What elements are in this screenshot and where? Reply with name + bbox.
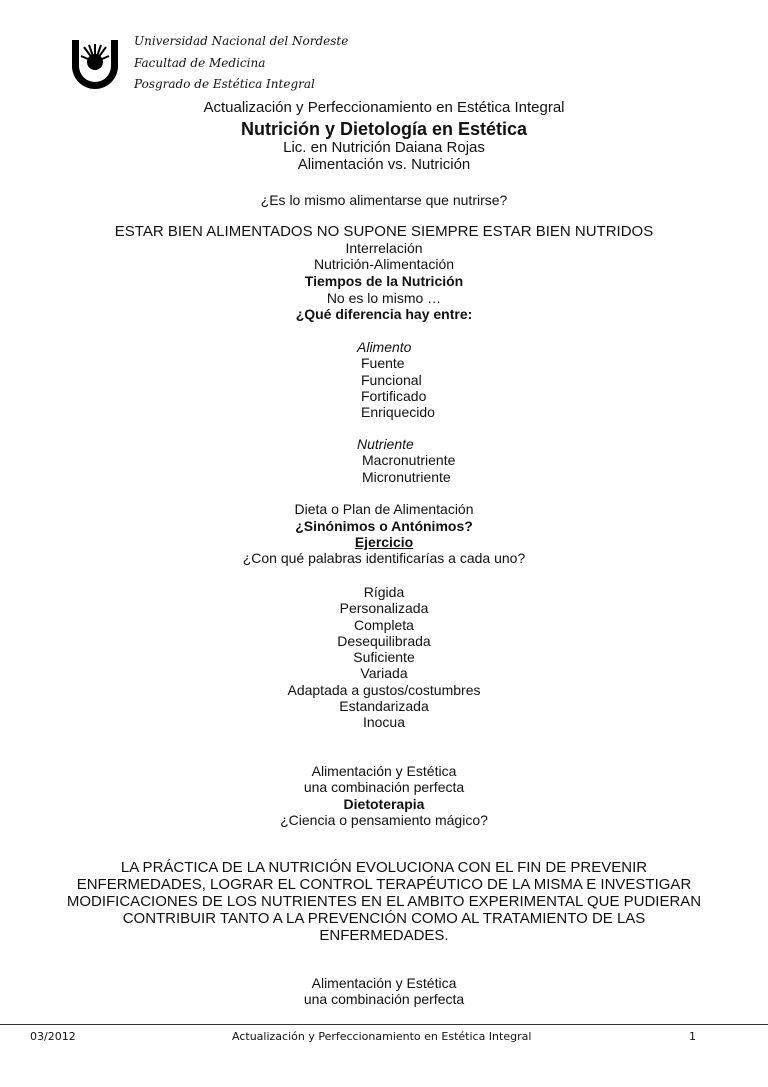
ciencia-question: ¿Ciencia o pensamiento mágico?: [280, 812, 488, 828]
tiempos-heading: Tiempos de la Nutrición: [304, 273, 464, 289]
author: Lic. en Nutrición Daiana Rojas: [283, 139, 485, 156]
nutriente-item: Micronutriente: [362, 469, 451, 485]
con-que-question: ¿Con qué palabras identificarías a cada uno?: [242, 550, 526, 566]
combinacion-perfecta: una combinación perfecta: [303, 991, 465, 1007]
adjective-item: Suficiente: [353, 649, 415, 665]
statement: ESTAR BIEN ALIMENTADOS NO SUPONE SIEMPRE ESTAR BIEN NUTRIDOS: [114, 223, 654, 240]
page-number: 1: [689, 1030, 696, 1043]
adjective-item: Personalizada: [339, 600, 429, 616]
adjective-item: Estandarizada: [339, 698, 429, 714]
nutriente-heading: Nutriente: [357, 436, 414, 452]
adjective-item: Rígida: [363, 584, 405, 600]
alimentacion-estetica: Alimentación y Estética: [311, 975, 457, 991]
adjective-item: Desequilibrada: [337, 633, 431, 649]
no-es-lo-mismo: No es lo mismo …: [326, 290, 442, 306]
paragraph-line: MODIFICACIONES DE LOS NUTRIENTES EN EL AMBITO EXPERIMENTAL QUE PUDIERAN: [66, 893, 702, 910]
alimento-item: Enriquecido: [361, 404, 435, 420]
alimentacion-estetica: Alimentación y Estética: [311, 763, 457, 779]
alimento-heading: Alimento: [357, 339, 412, 355]
dietoterapia-heading: Dietoterapia: [343, 796, 425, 812]
paragraph-line: ENFERMEDADES, LOGRAR EL CONTROL TERAPÉUTICO DE LA MISMA E INVESTIGAR: [76, 876, 692, 893]
paragraph-line: CONTRIBUIR TANTO A LA PREVENCIÓN COMO AL TRATAMIENTO DE LAS: [122, 910, 646, 927]
adjective-item: Variada: [360, 665, 408, 681]
interrelacion: Interrelación: [345, 240, 423, 256]
postgrad-name: Posgrado de Estética Integral: [134, 77, 315, 91]
nutricion-alimentacion: Nutrición-Alimentación: [313, 256, 455, 272]
paragraph-line: LA PRÁCTICA DE LA NUTRICIÓN EVOLUCIONA CON EL FIN DE PREVENIR: [120, 859, 648, 876]
main-title: Nutrición y Dietología en Estética: [240, 119, 528, 139]
university-name: Universidad Nacional del Nordeste: [134, 34, 349, 48]
ejercicio-heading: Ejercicio: [354, 534, 414, 550]
diferencia-question: ¿Qué diferencia hay entre:: [295, 306, 473, 322]
footer-course: Actualización y Perfeccionamiento en Estética Integral: [232, 1030, 532, 1043]
dieta: Dieta o Plan de Alimentación: [294, 501, 474, 517]
footer-date: 03/2012: [30, 1030, 76, 1043]
footer-divider: [0, 1024, 768, 1025]
adjective-item: Completa: [354, 617, 414, 633]
adjective-item: Adaptada a gustos/costumbres: [287, 682, 481, 698]
alimento-item: Fortificado: [361, 388, 427, 404]
alimento-item: Funcional: [361, 372, 422, 388]
combinacion-perfecta: una combinación perfecta: [303, 779, 465, 795]
course-title: Actualización y Perfeccionamiento en Estética Integral: [203, 99, 565, 116]
paragraph-line: ENFERMEDADES.: [319, 927, 449, 944]
question: ¿Es lo mismo alimentarse que nutrirse?: [260, 192, 508, 208]
alimento-item: Fuente: [361, 355, 405, 371]
subtitle: Alimentación vs. Nutrición: [297, 156, 471, 173]
university-logo: [66, 36, 124, 94]
sinonimos-question: ¿Sinónimos o Antónimos?: [295, 518, 473, 534]
faculty-name: Facultad de Medicina: [134, 56, 266, 70]
nutriente-item: Macronutriente: [362, 452, 456, 468]
adjective-item: Inocua: [362, 714, 406, 730]
